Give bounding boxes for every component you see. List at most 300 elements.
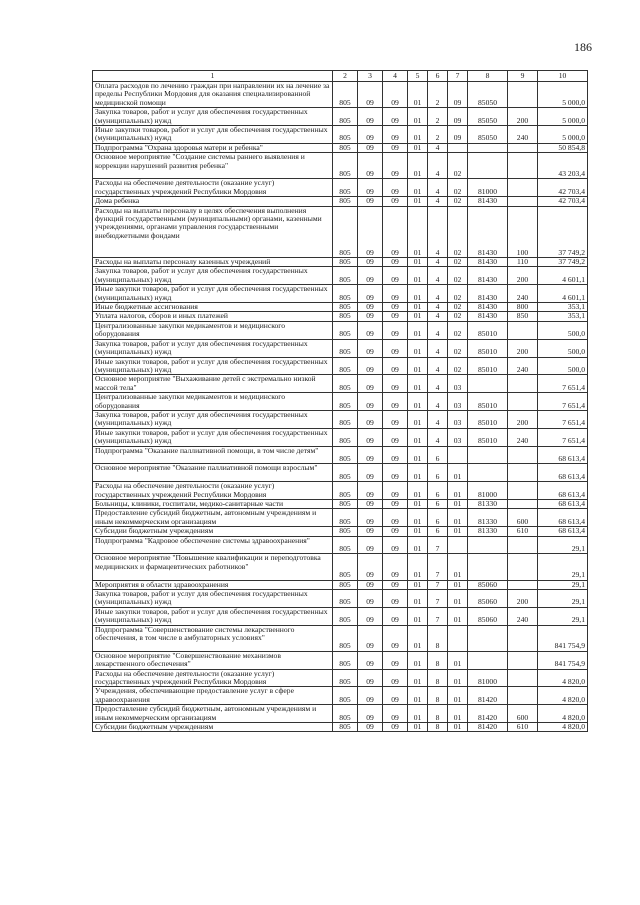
expense-type-code-cell: 240 <box>508 428 538 446</box>
subprogram-code-cell: 4 <box>428 428 448 446</box>
measure-code-cell <box>448 143 468 152</box>
measure-code-cell <box>448 446 468 464</box>
subsection-code-cell: 09 <box>383 705 408 723</box>
table-row <box>93 312 588 321</box>
amount-cell: 29,1 <box>538 580 588 589</box>
amount-cell: 68 613,4 <box>538 527 588 536</box>
subprogram-code-cell: 2 <box>428 126 448 144</box>
amount-cell: 7 651,4 <box>538 393 588 411</box>
section-code-cell: 09 <box>358 206 383 257</box>
program-code-cell: 01 <box>408 723 428 732</box>
program-code-cell: 01 <box>408 108 428 126</box>
expense-type-code-cell <box>508 687 538 705</box>
description-cell: Расходы на выплаты персоналу в целях обеспечения выполнения функций государственными (муниципальными) органами, казенными учреждениями, органами управления государственными внебюджетными фондами <box>93 206 333 257</box>
ministry-code-cell: 805 <box>333 339 358 357</box>
table-row <box>93 607 588 625</box>
subprogram-code-cell: 4 <box>428 179 448 197</box>
table-row <box>93 669 588 687</box>
section-code-cell: 09 <box>358 143 383 152</box>
subsection-code-cell: 09 <box>383 536 408 554</box>
subsection-code-cell: 09 <box>383 321 408 339</box>
table-row <box>93 206 588 257</box>
ministry-code-cell: 805 <box>333 258 358 267</box>
measure-code-cell: 02 <box>448 285 468 303</box>
ministry-code-cell: 805 <box>333 723 358 732</box>
ministry-code-cell: 805 <box>333 321 358 339</box>
subprogram-code-cell: 4 <box>428 285 448 303</box>
subsection-code-cell: 09 <box>383 482 408 500</box>
section-code-cell: 09 <box>358 669 383 687</box>
section-code-cell: 09 <box>358 590 383 608</box>
measure-code-cell: 01 <box>448 509 468 527</box>
program-code-cell: 01 <box>408 482 428 500</box>
column-header: 2 <box>333 71 358 82</box>
subsection-code-cell: 09 <box>383 393 408 411</box>
description-cell: Предоставление субсидий бюджетным, автономным учреждениям и иным некоммерческим организациям <box>93 509 333 527</box>
measure-code-cell: 03 <box>448 428 468 446</box>
expense-type-code-cell <box>508 669 538 687</box>
description-cell: Расходы на выплаты персоналу казенных учреждений <box>93 258 333 267</box>
section-code-cell: 09 <box>358 536 383 554</box>
description-cell: Основное мероприятие "Повышение квалификации и переподготовка медицинских и фармацевтических работников" <box>93 554 333 580</box>
amount-cell: 37 749,2 <box>538 258 588 267</box>
description-cell: Дома ребенка <box>93 197 333 206</box>
column-header: 3 <box>358 71 383 82</box>
measure-code-cell: 01 <box>448 705 468 723</box>
measure-code-cell: 02 <box>448 321 468 339</box>
subprogram-code-cell: 6 <box>428 464 448 482</box>
expense-type-code-cell: 100 <box>508 206 538 257</box>
expense-code-cell: 81430 <box>468 206 508 257</box>
description-cell: Основное мероприятие "Выхаживание детей с экстремально низкой массой тела" <box>93 375 333 393</box>
ministry-code-cell: 805 <box>333 607 358 625</box>
subsection-code-cell: 09 <box>383 590 408 608</box>
expense-type-code-cell <box>508 464 538 482</box>
subsection-code-cell: 09 <box>383 267 408 285</box>
table-row <box>93 723 588 732</box>
program-code-cell: 01 <box>408 375 428 393</box>
expense-type-code-cell: 240 <box>508 357 538 375</box>
amount-cell: 29,1 <box>538 554 588 580</box>
table-row <box>93 705 588 723</box>
expense-code-cell: 85050 <box>468 82 508 108</box>
program-code-cell: 01 <box>408 321 428 339</box>
expense-type-code-cell <box>508 82 538 108</box>
expense-code-cell: 85050 <box>468 108 508 126</box>
expense-code-cell: 81430 <box>468 197 508 206</box>
description-cell: Субсидии бюджетным учреждениям <box>93 723 333 732</box>
measure-code-cell: 01 <box>448 651 468 669</box>
subprogram-code-cell: 8 <box>428 687 448 705</box>
subprogram-code-cell: 8 <box>428 669 448 687</box>
expense-type-code-cell <box>508 321 538 339</box>
description-cell: Закупка товаров, работ и услуг для обеспечения государственных (муниципальных) нужд <box>93 267 333 285</box>
table-row <box>93 375 588 393</box>
ministry-code-cell: 805 <box>333 536 358 554</box>
program-code-cell: 01 <box>408 651 428 669</box>
measure-code-cell: 02 <box>448 258 468 267</box>
description-cell: Закупка товаров, работ и услуг для обеспечения государственных (муниципальных) нужд <box>93 108 333 126</box>
subsection-code-cell: 09 <box>383 179 408 197</box>
amount-cell: 841 754,9 <box>538 625 588 651</box>
subprogram-code-cell: 6 <box>428 446 448 464</box>
expense-code-cell <box>468 536 508 554</box>
program-code-cell: 01 <box>408 536 428 554</box>
program-code-cell: 01 <box>408 153 428 179</box>
ministry-code-cell: 805 <box>333 446 358 464</box>
program-code-cell: 01 <box>408 258 428 267</box>
table-row <box>93 339 588 357</box>
program-code-cell: 01 <box>408 126 428 144</box>
ministry-code-cell: 805 <box>333 303 358 312</box>
subsection-code-cell: 09 <box>383 108 408 126</box>
page-number: 186 <box>574 40 592 54</box>
table-row <box>93 143 588 152</box>
measure-code-cell: 01 <box>448 590 468 608</box>
subprogram-code-cell: 8 <box>428 651 448 669</box>
description-cell: Субсидии бюджетным учреждениям <box>93 527 333 536</box>
column-header: 4 <box>383 71 408 82</box>
expense-type-code-cell <box>508 375 538 393</box>
subsection-code-cell: 09 <box>383 153 408 179</box>
description-cell: Основное мероприятие "Оказание паллиативной помощи взрослым" <box>93 464 333 482</box>
amount-cell: 353,1 <box>538 312 588 321</box>
table-header-row <box>93 71 588 82</box>
section-code-cell: 09 <box>358 410 383 428</box>
subprogram-code-cell: 6 <box>428 527 448 536</box>
subprogram-code-cell: 4 <box>428 267 448 285</box>
measure-code-cell: 09 <box>448 108 468 126</box>
section-code-cell: 09 <box>358 428 383 446</box>
ministry-code-cell: 805 <box>333 428 358 446</box>
table-row <box>93 446 588 464</box>
measure-code-cell: 01 <box>448 580 468 589</box>
expense-code-cell: 85010 <box>468 321 508 339</box>
ministry-code-cell: 805 <box>333 393 358 411</box>
amount-cell: 42 703,4 <box>538 197 588 206</box>
column-header: 7 <box>448 71 468 82</box>
program-code-cell: 01 <box>408 509 428 527</box>
amount-cell: 7 651,4 <box>538 375 588 393</box>
expense-code-cell: 85060 <box>468 607 508 625</box>
section-code-cell: 09 <box>358 527 383 536</box>
program-code-cell: 01 <box>408 410 428 428</box>
amount-cell: 7 651,4 <box>538 410 588 428</box>
program-code-cell: 01 <box>408 705 428 723</box>
measure-code-cell <box>448 536 468 554</box>
measure-code-cell: 01 <box>448 607 468 625</box>
description-cell: Расходы на обеспечение деятельности (оказание услуг) государственных учреждений Республики Мордовия <box>93 669 333 687</box>
column-header: 1 <box>93 71 333 82</box>
table-row <box>93 687 588 705</box>
expense-code-cell <box>468 651 508 669</box>
expense-code-cell: 81420 <box>468 687 508 705</box>
measure-code-cell: 02 <box>448 312 468 321</box>
amount-cell: 4 601,1 <box>538 285 588 303</box>
measure-code-cell: 01 <box>448 723 468 732</box>
table-row <box>93 580 588 589</box>
program-code-cell: 01 <box>408 143 428 152</box>
subprogram-code-cell: 7 <box>428 580 448 589</box>
expense-code-cell: 81420 <box>468 723 508 732</box>
measure-code-cell: 02 <box>448 303 468 312</box>
section-code-cell: 09 <box>358 285 383 303</box>
expense-code-cell: 81430 <box>468 267 508 285</box>
expense-type-code-cell: 600 <box>508 705 538 723</box>
expense-code-cell: 85060 <box>468 590 508 608</box>
table-row <box>93 285 588 303</box>
expense-code-cell: 81430 <box>468 312 508 321</box>
section-code-cell: 09 <box>358 179 383 197</box>
expense-type-code-cell: 600 <box>508 509 538 527</box>
program-code-cell: 01 <box>408 179 428 197</box>
section-code-cell: 09 <box>358 197 383 206</box>
subsection-code-cell: 09 <box>383 651 408 669</box>
expense-code-cell <box>468 446 508 464</box>
subsection-code-cell: 09 <box>383 687 408 705</box>
expense-type-code-cell <box>508 625 538 651</box>
section-code-cell: 09 <box>358 723 383 732</box>
subprogram-code-cell: 4 <box>428 312 448 321</box>
subsection-code-cell: 09 <box>383 446 408 464</box>
subsection-code-cell: 09 <box>383 625 408 651</box>
table-row <box>93 410 588 428</box>
section-code-cell: 09 <box>358 267 383 285</box>
subsection-code-cell: 09 <box>383 375 408 393</box>
table-row <box>93 153 588 179</box>
subsection-code-cell: 09 <box>383 410 408 428</box>
program-code-cell: 01 <box>408 580 428 589</box>
subsection-code-cell: 09 <box>383 723 408 732</box>
description-cell: Подпрограмма "Оказание паллиативной помощи, в том числе детям" <box>93 446 333 464</box>
description-cell: Предоставление субсидий бюджетным, автономным учреждениям и иным некоммерческим организациям <box>93 705 333 723</box>
description-cell: Оплата расходов по лечению граждан при направлении их на лечение за пределы Республики Мордовия для оказания специализированной медицинской помощи <box>93 82 333 108</box>
table-row <box>93 464 588 482</box>
ministry-code-cell: 805 <box>333 580 358 589</box>
expense-type-code-cell <box>508 482 538 500</box>
expense-type-code-cell <box>508 554 538 580</box>
description-cell: Иные закупки товаров, работ и услуг для обеспечения государственных (муниципальных) нужд <box>93 357 333 375</box>
program-code-cell: 01 <box>408 312 428 321</box>
subprogram-code-cell: 4 <box>428 206 448 257</box>
amount-cell: 4 820,0 <box>538 723 588 732</box>
description-cell: Закупка товаров, работ и услуг для обеспечения государственных (муниципальных) нужд <box>93 339 333 357</box>
section-code-cell: 09 <box>358 687 383 705</box>
section-code-cell: 09 <box>358 321 383 339</box>
amount-cell: 68 613,4 <box>538 509 588 527</box>
subprogram-code-cell: 8 <box>428 705 448 723</box>
section-code-cell: 09 <box>358 126 383 144</box>
expense-type-code-cell: 240 <box>508 607 538 625</box>
expense-code-cell: 81420 <box>468 705 508 723</box>
subprogram-code-cell: 4 <box>428 153 448 179</box>
expense-type-code-cell: 610 <box>508 527 538 536</box>
section-code-cell: 09 <box>358 607 383 625</box>
amount-cell: 5 000,0 <box>538 108 588 126</box>
ministry-code-cell: 805 <box>333 143 358 152</box>
subprogram-code-cell: 6 <box>428 482 448 500</box>
subprogram-code-cell: 4 <box>428 143 448 152</box>
description-cell: Закупка товаров, работ и услуг для обеспечения государственных (муниципальных) нужд <box>93 410 333 428</box>
ministry-code-cell: 805 <box>333 509 358 527</box>
ministry-code-cell: 805 <box>333 108 358 126</box>
program-code-cell: 01 <box>408 687 428 705</box>
expense-code-cell: 81330 <box>468 527 508 536</box>
section-code-cell: 09 <box>358 339 383 357</box>
expense-type-code-cell: 200 <box>508 108 538 126</box>
table-row <box>93 267 588 285</box>
expense-type-code-cell <box>508 536 538 554</box>
measure-code-cell: 01 <box>448 669 468 687</box>
subsection-code-cell: 09 <box>383 527 408 536</box>
table-row <box>93 482 588 500</box>
expense-code-cell <box>468 153 508 179</box>
expense-code-cell <box>468 464 508 482</box>
description-cell: Иные бюджетные ассигнования <box>93 303 333 312</box>
expense-type-code-cell: 200 <box>508 267 538 285</box>
program-code-cell: 01 <box>408 464 428 482</box>
ministry-code-cell: 805 <box>333 464 358 482</box>
table-row <box>93 197 588 206</box>
section-code-cell: 09 <box>358 153 383 179</box>
program-code-cell: 01 <box>408 197 428 206</box>
ministry-code-cell: 805 <box>333 410 358 428</box>
ministry-code-cell: 805 <box>333 285 358 303</box>
amount-cell: 5 000,0 <box>538 126 588 144</box>
expense-code-cell: 81330 <box>468 509 508 527</box>
measure-code-cell: 01 <box>448 687 468 705</box>
budget-table <box>92 70 588 732</box>
measure-code-cell: 01 <box>448 482 468 500</box>
table-row <box>93 393 588 411</box>
table-row <box>93 527 588 536</box>
description-cell: Уплата налогов, сборов и иных платежей <box>93 312 333 321</box>
table-row <box>93 590 588 608</box>
expense-type-code-cell <box>508 651 538 669</box>
measure-code-cell: 03 <box>448 410 468 428</box>
section-code-cell: 09 <box>358 303 383 312</box>
expense-code-cell: 85050 <box>468 126 508 144</box>
section-code-cell: 09 <box>358 258 383 267</box>
section-code-cell: 09 <box>358 312 383 321</box>
expense-type-code-cell <box>508 393 538 411</box>
amount-cell: 68 613,4 <box>538 464 588 482</box>
program-code-cell: 01 <box>408 339 428 357</box>
measure-code-cell: 02 <box>448 179 468 197</box>
subprogram-code-cell: 7 <box>428 607 448 625</box>
expense-type-code-cell: 240 <box>508 126 538 144</box>
measure-code-cell: 02 <box>448 357 468 375</box>
expense-code-cell <box>468 375 508 393</box>
ministry-code-cell: 805 <box>333 126 358 144</box>
section-code-cell: 09 <box>358 482 383 500</box>
subprogram-code-cell: 4 <box>428 410 448 428</box>
amount-cell: 50 854,8 <box>538 143 588 152</box>
table-row <box>93 82 588 108</box>
column-header: 8 <box>468 71 508 82</box>
ministry-code-cell: 805 <box>333 527 358 536</box>
program-code-cell: 01 <box>408 625 428 651</box>
section-code-cell: 09 <box>358 625 383 651</box>
ministry-code-cell: 805 <box>333 625 358 651</box>
table-row <box>93 126 588 144</box>
ministry-code-cell: 805 <box>333 267 358 285</box>
subsection-code-cell: 09 <box>383 580 408 589</box>
subprogram-code-cell: 4 <box>428 357 448 375</box>
table-row <box>93 428 588 446</box>
table-row <box>93 554 588 580</box>
expense-type-code-cell <box>508 197 538 206</box>
expense-code-cell: 85010 <box>468 339 508 357</box>
subsection-code-cell: 09 <box>383 197 408 206</box>
description-cell: Подпрограмма "Кадровое обеспечение системы здравоохранения" <box>93 536 333 554</box>
expense-code-cell <box>468 143 508 152</box>
subsection-code-cell: 09 <box>383 82 408 108</box>
expense-type-code-cell: 800 <box>508 303 538 312</box>
column-header: 6 <box>428 71 448 82</box>
program-code-cell: 01 <box>408 669 428 687</box>
table-row <box>93 321 588 339</box>
subprogram-code-cell: 4 <box>428 375 448 393</box>
ministry-code-cell: 805 <box>333 554 358 580</box>
ministry-code-cell: 805 <box>333 375 358 393</box>
table-row <box>93 108 588 126</box>
section-code-cell: 09 <box>358 357 383 375</box>
table-row <box>93 357 588 375</box>
measure-code-cell: 09 <box>448 126 468 144</box>
amount-cell: 29,1 <box>538 607 588 625</box>
section-code-cell: 09 <box>358 651 383 669</box>
expense-code-cell: 81430 <box>468 303 508 312</box>
description-cell: Иные закупки товаров, работ и услуг для обеспечения государственных (муниципальных) нужд <box>93 126 333 144</box>
description-cell: Централизованные закупки медикаментов и медицинского оборудования <box>93 321 333 339</box>
subsection-code-cell: 09 <box>383 464 408 482</box>
subprogram-code-cell: 7 <box>428 590 448 608</box>
amount-cell: 29,1 <box>538 536 588 554</box>
section-code-cell: 09 <box>358 82 383 108</box>
section-code-cell: 09 <box>358 375 383 393</box>
table-row <box>93 303 588 312</box>
amount-cell: 500,0 <box>538 321 588 339</box>
amount-cell: 4 601,1 <box>538 267 588 285</box>
table-row <box>93 651 588 669</box>
subsection-code-cell: 09 <box>383 499 408 508</box>
subprogram-code-cell: 4 <box>428 321 448 339</box>
section-code-cell: 09 <box>358 580 383 589</box>
program-code-cell: 01 <box>408 285 428 303</box>
expense-code-cell: 85010 <box>468 410 508 428</box>
subsection-code-cell: 09 <box>383 126 408 144</box>
amount-cell: 29,1 <box>538 590 588 608</box>
ministry-code-cell: 805 <box>333 357 358 375</box>
table-row <box>93 509 588 527</box>
subsection-code-cell: 09 <box>383 303 408 312</box>
section-code-cell: 09 <box>358 509 383 527</box>
subprogram-code-cell: 2 <box>428 108 448 126</box>
subprogram-code-cell: 8 <box>428 625 448 651</box>
program-code-cell: 01 <box>408 590 428 608</box>
description-cell: Расходы на обеспечение деятельности (оказание услуг) государственных учреждений Республики Мордовия <box>93 179 333 197</box>
description-cell: Мероприятия в области здравоохранения <box>93 580 333 589</box>
program-code-cell: 01 <box>408 357 428 375</box>
section-code-cell: 09 <box>358 393 383 411</box>
program-code-cell: 01 <box>408 206 428 257</box>
column-header: 5 <box>408 71 428 82</box>
ministry-code-cell: 805 <box>333 197 358 206</box>
expense-type-code-cell: 610 <box>508 723 538 732</box>
subsection-code-cell: 09 <box>383 509 408 527</box>
subsection-code-cell: 09 <box>383 357 408 375</box>
